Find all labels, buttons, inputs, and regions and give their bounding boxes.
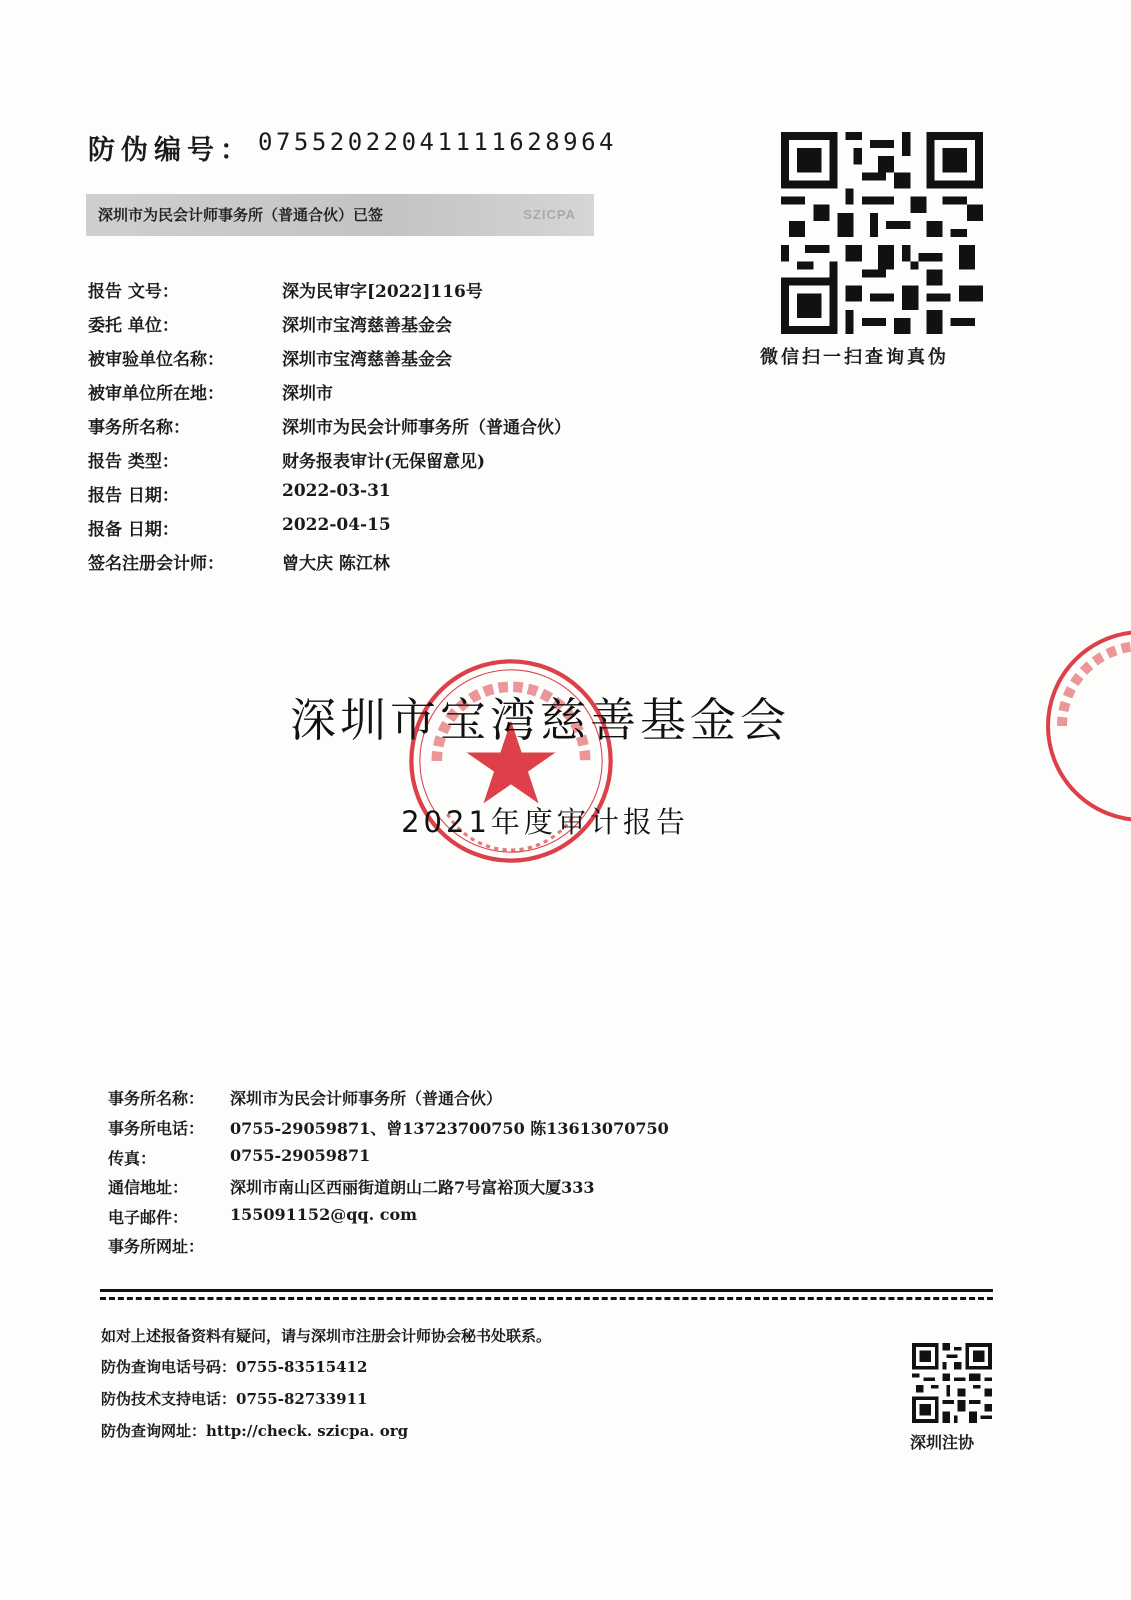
info-value: 深为民审字[2022]116号 <box>282 282 483 302</box>
info-value: 深圳市宝湾慈善基金会 <box>282 316 452 336</box>
office-label: 通信地址： <box>108 1178 189 1197</box>
office-label: 电子邮件： <box>108 1208 189 1227</box>
office-value: 深圳市为民会计师事务所（普通合伙） <box>230 1089 503 1108</box>
office-value: 0755-29059871、曾13723700750 陈13613070750 <box>230 1119 669 1138</box>
info-value: 曾大庆 陈江林 <box>282 554 390 574</box>
info-value: 深圳市为民会计师事务所（普通合伙） <box>282 418 571 438</box>
info-value: 2022-03-31 <box>282 481 391 501</box>
info-value: 深圳市 <box>282 384 333 404</box>
office-label: 事务所名称： <box>108 1089 205 1108</box>
info-label: 报备 日期： <box>88 520 179 540</box>
divider-solid <box>100 1289 993 1292</box>
office-label: 事务所电话： <box>108 1119 205 1138</box>
signed-banner <box>86 194 594 236</box>
office-value: 0755-29059871 <box>230 1146 371 1165</box>
footer-support-phone: 防伪技术支持电话：0755-82733911 <box>101 1390 368 1408</box>
info-label: 报告 文号： <box>88 282 179 302</box>
footer-contact-note: 如对上述报备资料有疑问，请与深圳市注册会计师协会秘书处联系。 <box>101 1327 552 1345</box>
banner-watermark: SZICPA <box>523 207 576 222</box>
info-label: 被审单位所在地： <box>88 384 224 404</box>
divider-dashed <box>100 1297 993 1300</box>
office-value: 深圳市南山区西丽街道朗山二路7号富裕顶大厦333 <box>230 1178 595 1197</box>
info-label: 报告 日期： <box>88 486 179 506</box>
anti-counterfeit-number: 07552022041111628964 <box>258 128 617 156</box>
info-label: 报告 类型： <box>88 452 179 472</box>
qr-small-caption: 深圳注协 <box>910 1433 975 1452</box>
qr-caption: 微信扫一扫查询真伪 <box>760 347 949 368</box>
document-subtitle: 2021年度审计报告 <box>401 805 689 839</box>
info-value: 深圳市宝湾慈善基金会 <box>282 350 452 370</box>
info-label: 委托 单位： <box>88 316 179 336</box>
info-label: 签名注册会计师： <box>88 554 224 574</box>
footer-query-url[interactable]: 防伪查询网址：http://check. szicpa. org <box>101 1422 409 1440</box>
signed-banner-text: 深圳市为民会计师事务所（普通合伙）已签 <box>98 206 384 224</box>
info-value: 2022-04-15 <box>282 515 391 535</box>
office-label: 事务所网址： <box>108 1237 205 1256</box>
footer-query-phone: 防伪查询电话号码：0755-83515412 <box>101 1358 368 1376</box>
info-value: 财务报表审计(无保留意见) <box>282 452 486 472</box>
document-title: 深圳市宝湾慈善基金会 <box>290 693 790 747</box>
qr-code-icon[interactable] <box>775 132 989 334</box>
anti-counterfeit-label: 防伪编号： <box>88 135 253 166</box>
info-label: 被审验单位名称： <box>88 350 224 370</box>
qr-code-icon[interactable] <box>910 1343 994 1423</box>
info-label: 事务所名称： <box>88 418 190 438</box>
office-value[interactable]: 155091152@qq. com <box>230 1205 418 1224</box>
office-label: 传真： <box>108 1149 157 1168</box>
